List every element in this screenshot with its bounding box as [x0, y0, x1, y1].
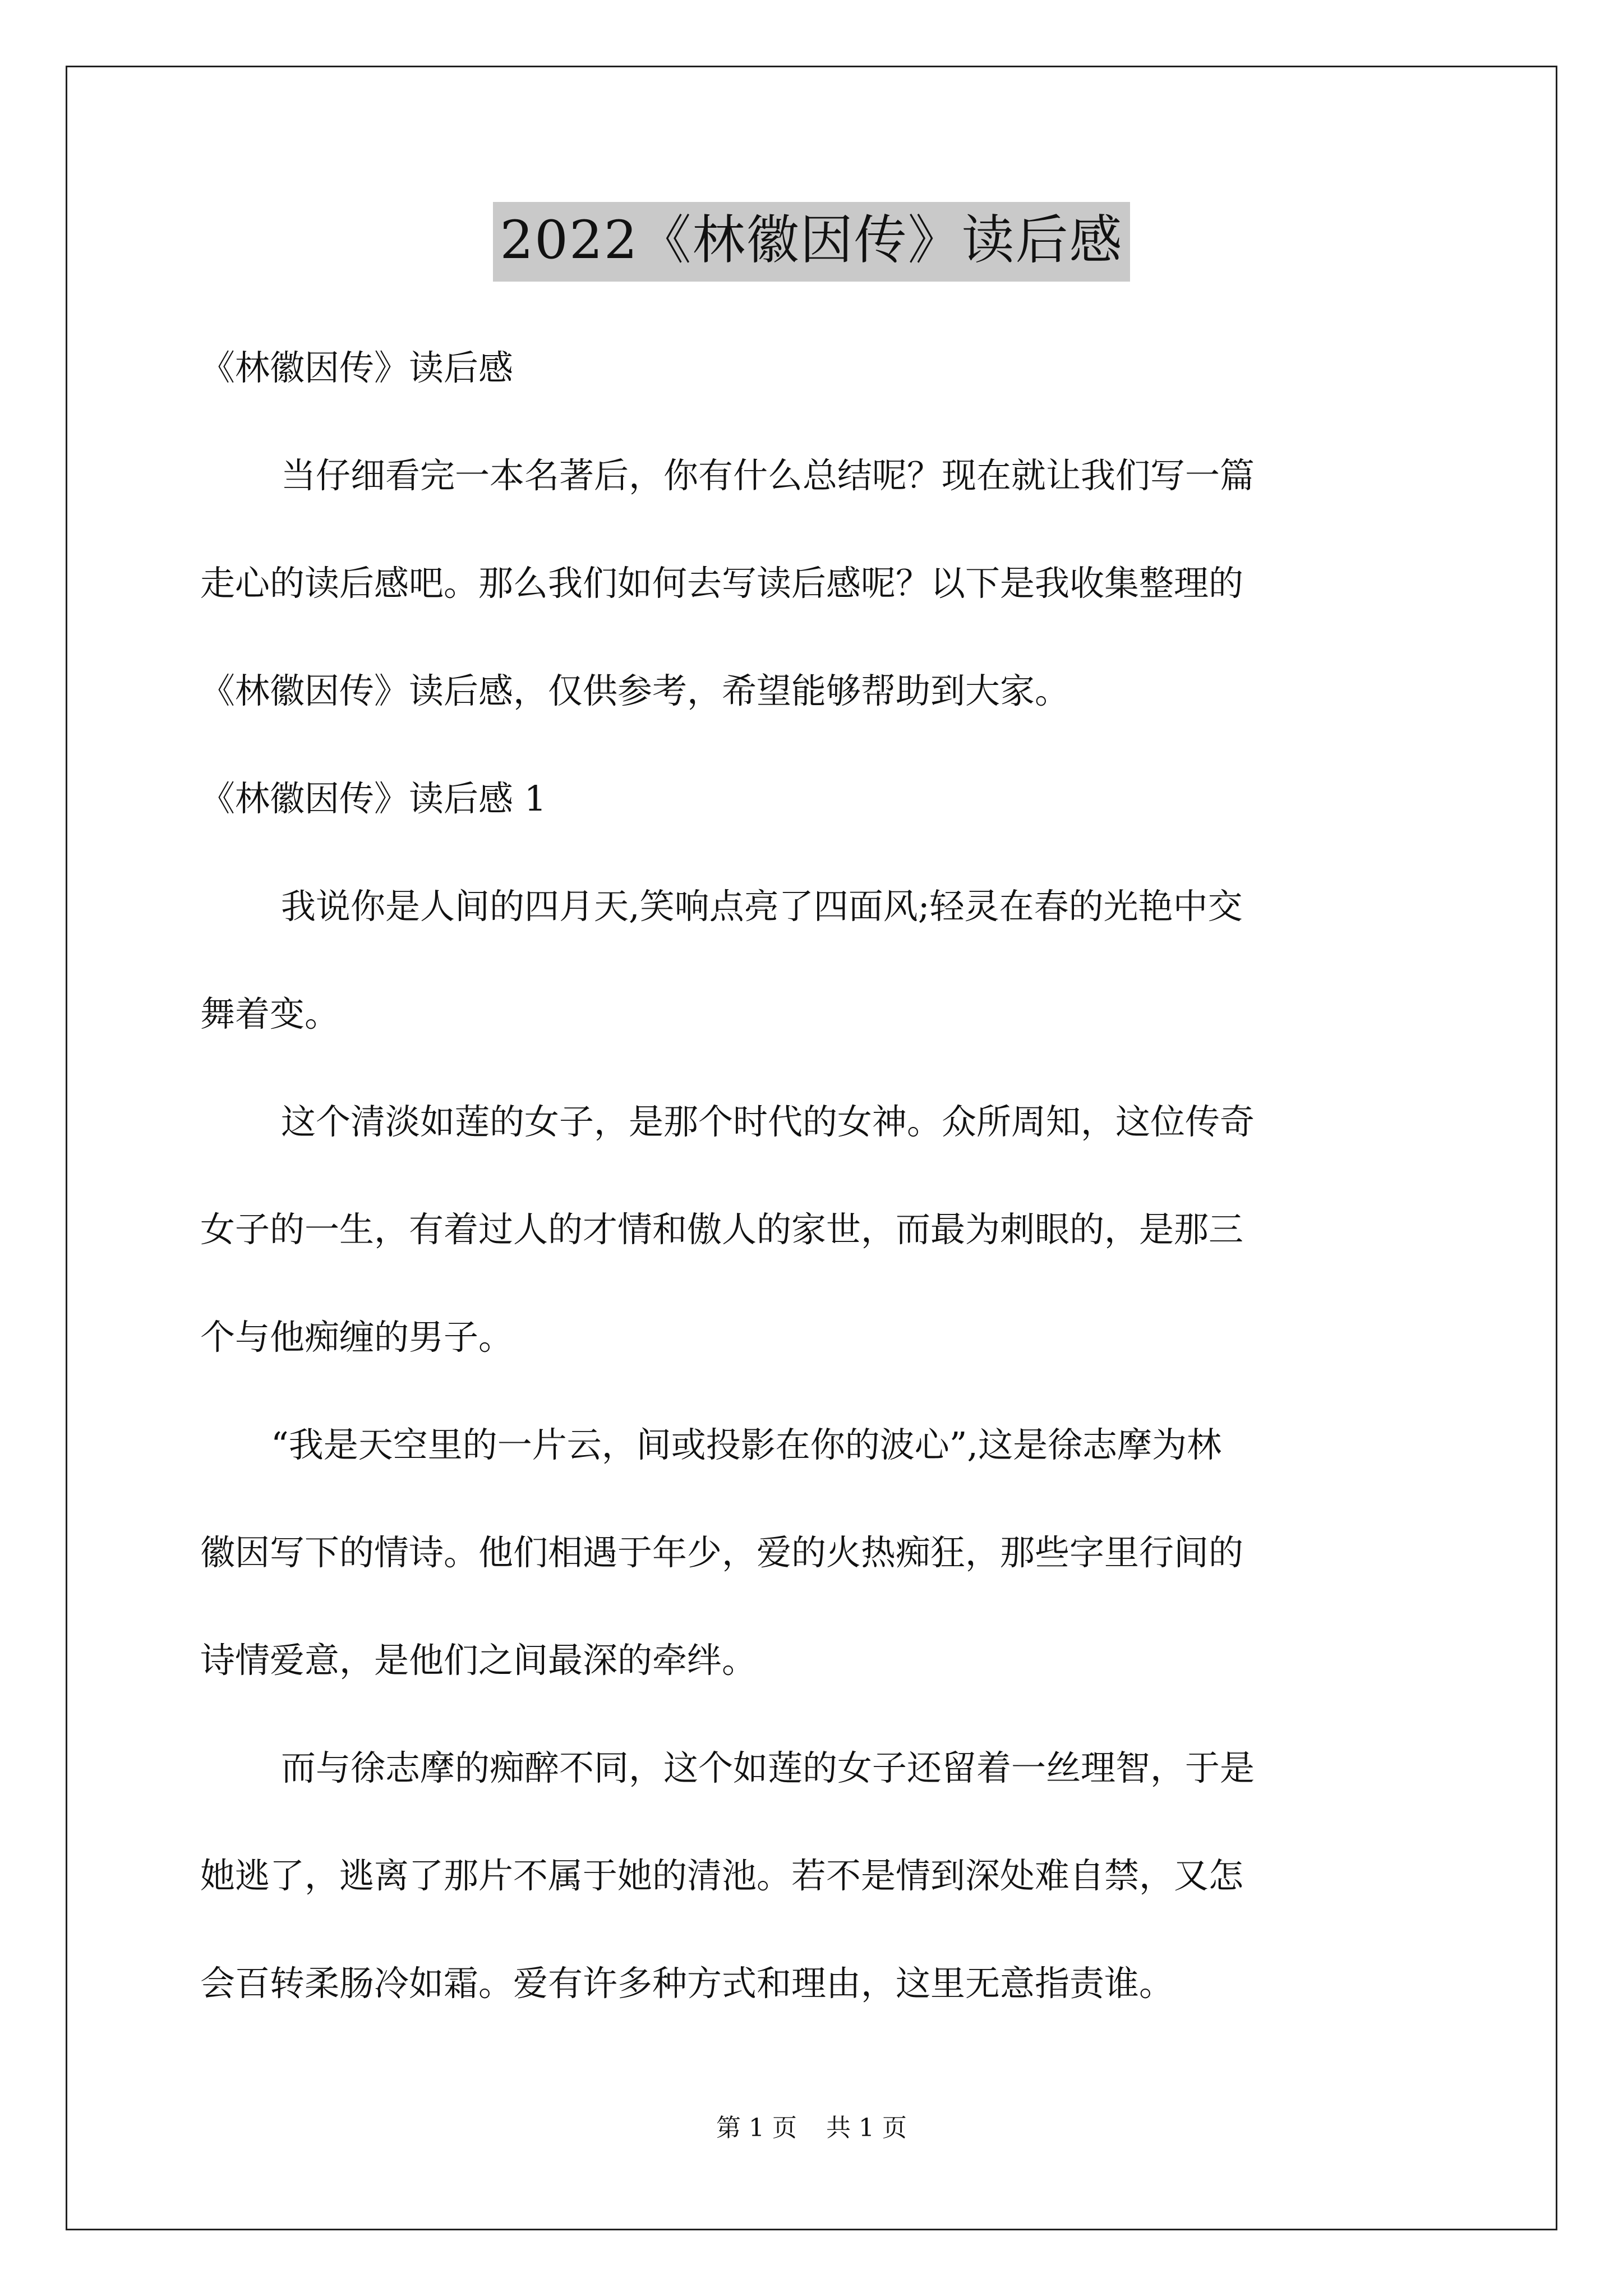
- paragraph-4-line-3: 会百转柔肠冷如霜。爱有许多种方式和理由，这里无意指责谁。: [200, 1963, 1174, 2004]
- intro-line-1: 当仔细看完一本名著后，你有什么总结呢？现在就让我们写一篇: [281, 455, 1255, 496]
- paragraph-4-line-2: 她逃了，逃离了那片不属于她的清池。若不是情到深处难自禁，又怎: [200, 1855, 1244, 1896]
- paragraph-3-line-3: 诗情爱意，是他们之间最深的牵绊。: [200, 1640, 757, 1681]
- paragraph-2-line-3: 个与他痴缠的男子。: [200, 1317, 514, 1358]
- intro-line-2: 走心的读后感吧。那么我们如何去写读后感呢？以下是我收集整理的: [200, 563, 1244, 604]
- intro-line-3: 《林徽因传》读后感，仅供参考，希望能够帮助到大家。: [200, 670, 1070, 711]
- section-heading: 《林徽因传》读后感 1: [200, 778, 547, 819]
- document-title: 2022《林徽因传》读后感: [493, 202, 1129, 282]
- paragraph-1-line-2: 舞着变。: [200, 993, 340, 1034]
- paragraph-3-line-2: 徽因写下的情诗。他们相遇于年少，爱的火热痴狂，那些字里行间的: [200, 1532, 1244, 1573]
- page-total: 共 1 页: [826, 2114, 907, 2142]
- paragraph-3-line-1: “我是天空里的一片云，间或投影在你的波心”,这是徐志摩为林: [271, 1424, 1222, 1465]
- page-number: 第 1 页: [716, 2114, 797, 2142]
- page-footer: [0, 2111, 1623, 2145]
- paragraph-2-line-2: 女子的一生，有着过人的才情和傲人的家世，而最为刺眼的，是那三: [200, 1209, 1244, 1250]
- title-container: [0, 202, 1623, 282]
- subtitle-line: 《林徽因传》读后感: [200, 347, 514, 388]
- paragraph-1-line-1: 我说你是人间的四月天,笑响点亮了四面风;轻灵在春的光艳中交: [281, 886, 1243, 927]
- paragraph-4-line-1: 而与徐志摩的痴醉不同，这个如莲的女子还留着一丝理智，于是: [281, 1747, 1255, 1788]
- document-body: [200, 314, 1428, 2037]
- paragraph-2-line-1: 这个清淡如莲的女子，是那个时代的女神。众所周知，这位传奇: [281, 1101, 1255, 1142]
